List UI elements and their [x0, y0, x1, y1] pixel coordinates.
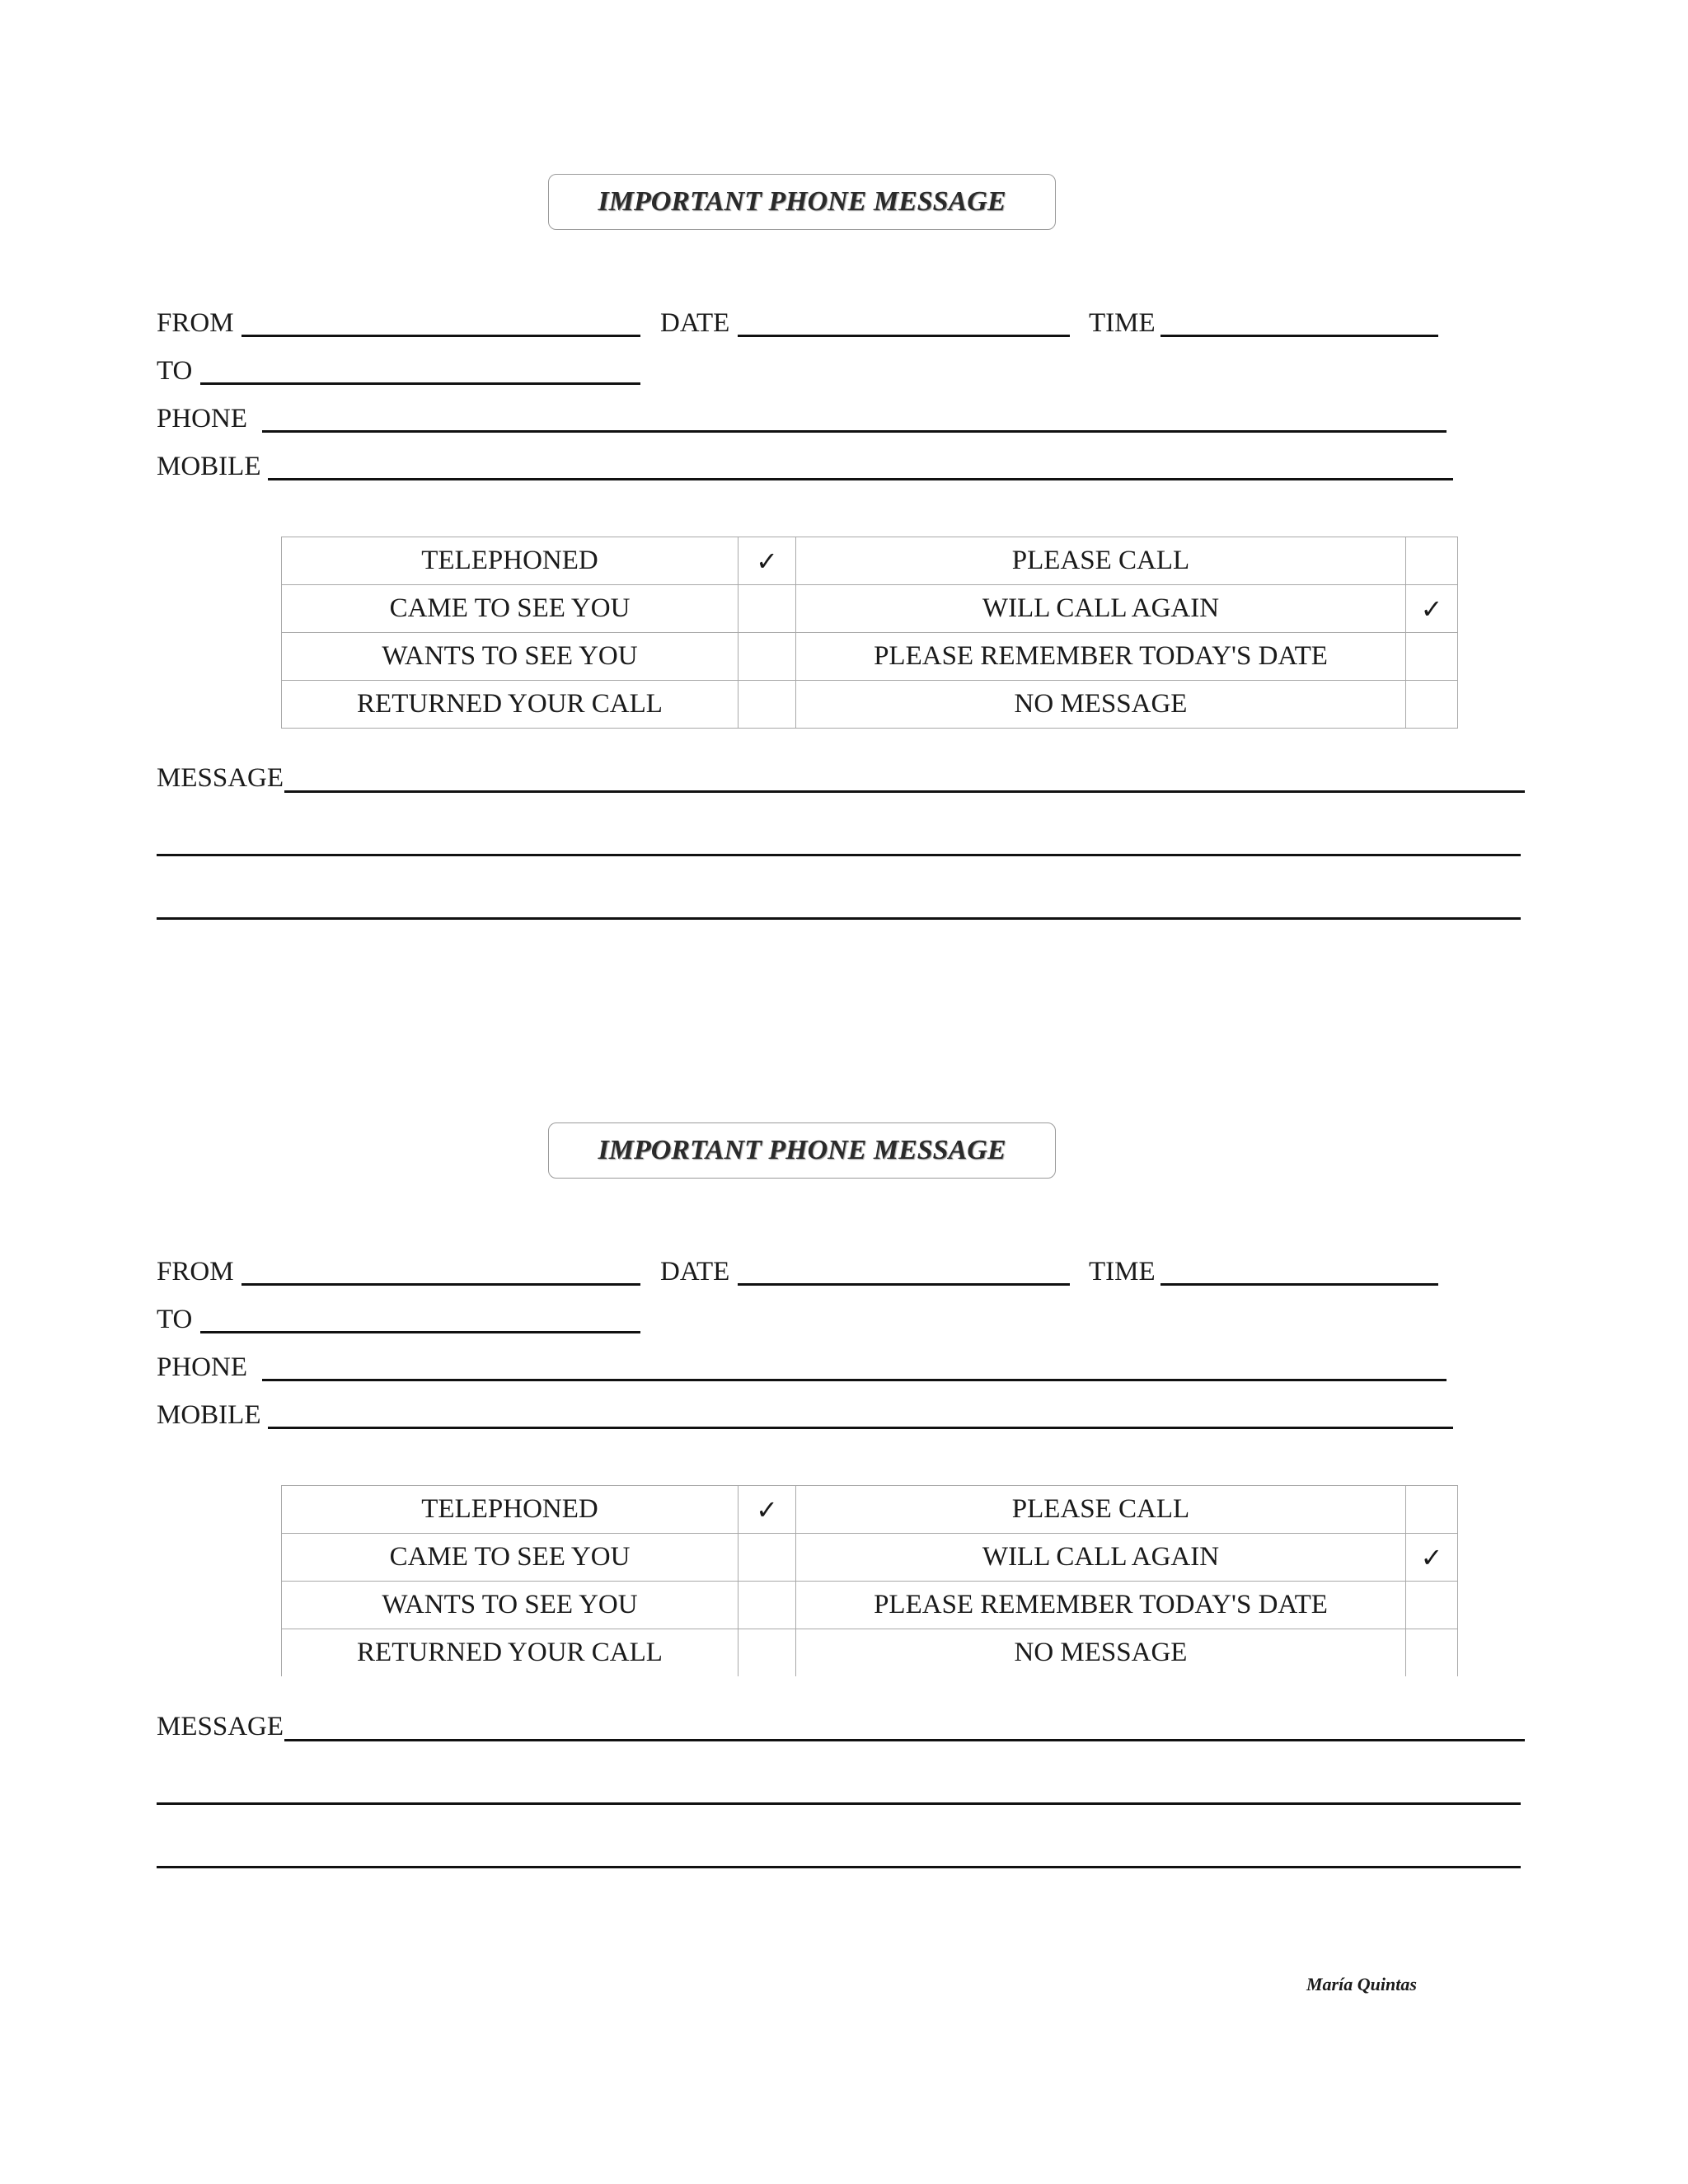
checkbox-no-message[interactable] [1406, 1629, 1458, 1677]
checkbox-returned-your-call[interactable] [738, 681, 796, 729]
option-will-call-again: WILL CALL AGAIN [796, 585, 1406, 633]
checkbox-please-call[interactable] [1406, 537, 1458, 585]
call-status-table [281, 1485, 1458, 1676]
table-row [282, 681, 1458, 729]
message-field-line-2[interactable] [157, 1802, 1521, 1805]
checkbox-remember-date[interactable] [1406, 1582, 1458, 1629]
time-field[interactable] [1160, 1283, 1438, 1286]
table-row [282, 1582, 1458, 1629]
checkbox-will-call-again[interactable]: ✓ [1406, 585, 1458, 633]
option-will-call-again: WILL CALL AGAIN [796, 1534, 1406, 1582]
time-label: TIME [1089, 1257, 1156, 1286]
to-label: TO [157, 356, 193, 386]
message-field-line-3[interactable] [157, 1866, 1521, 1868]
option-returned-your-call: RETURNED YOUR CALL [282, 681, 738, 729]
message-field-line-1[interactable] [284, 790, 1525, 793]
option-wants-to-see-you: WANTS TO SEE YOU [282, 1582, 738, 1629]
form-title-box [548, 174, 1056, 230]
table-row [282, 537, 1458, 585]
phone-field[interactable] [262, 430, 1447, 433]
author-signature: María Quintas [1306, 1974, 1417, 1994]
option-came-to-see-you: CAME TO SEE YOU [282, 1534, 738, 1582]
from-field[interactable] [241, 1283, 640, 1286]
to-label: TO [157, 1305, 193, 1334]
option-wants-to-see-you: WANTS TO SEE YOU [282, 633, 738, 681]
table-row [282, 585, 1458, 633]
from-label: FROM [157, 308, 234, 338]
date-label: DATE [660, 1257, 730, 1286]
checkbox-telephoned[interactable]: ✓ [738, 537, 796, 585]
checkbox-will-call-again[interactable]: ✓ [1406, 1534, 1458, 1582]
checkbox-wants-to-see-you[interactable] [738, 633, 796, 681]
to-field[interactable] [200, 382, 640, 385]
checkbox-returned-your-call[interactable] [738, 1629, 796, 1677]
table-row [282, 633, 1458, 681]
time-label: TIME [1089, 308, 1156, 338]
table-row [282, 1486, 1458, 1534]
phone-field[interactable] [262, 1379, 1447, 1381]
from-label: FROM [157, 1257, 234, 1286]
date-field[interactable] [738, 335, 1070, 337]
option-remember-date: PLEASE REMEMBER TODAY'S DATE [796, 1582, 1406, 1629]
option-returned-your-call: RETURNED YOUR CALL [282, 1629, 738, 1677]
message-field-line-2[interactable] [157, 854, 1521, 856]
phone-label: PHONE [157, 404, 248, 434]
from-field[interactable] [241, 335, 640, 337]
date-label: DATE [660, 308, 730, 338]
phone-message-form-1 [0, 0, 1688, 948]
message-label: MESSAGE [157, 1712, 284, 1741]
mobile-field[interactable] [268, 478, 1453, 480]
form-title: IMPORTANT PHONE MESSAGE [598, 1135, 1006, 1165]
checkbox-remember-date[interactable] [1406, 633, 1458, 681]
message-label: MESSAGE [157, 763, 284, 793]
table-row [282, 1629, 1458, 1677]
option-please-call: PLEASE CALL [796, 1486, 1406, 1534]
mobile-label: MOBILE [157, 452, 261, 481]
message-field-line-3[interactable] [157, 917, 1521, 920]
option-please-call: PLEASE CALL [796, 537, 1406, 585]
checkbox-wants-to-see-you[interactable] [738, 1582, 796, 1629]
checkbox-came-to-see-you[interactable] [738, 1534, 796, 1582]
checkbox-telephoned[interactable]: ✓ [738, 1486, 796, 1534]
form-title: IMPORTANT PHONE MESSAGE [598, 186, 1006, 217]
option-came-to-see-you: CAME TO SEE YOU [282, 585, 738, 633]
phone-message-form-2 [0, 949, 1688, 1896]
option-remember-date: PLEASE REMEMBER TODAY'S DATE [796, 633, 1406, 681]
time-field[interactable] [1160, 335, 1438, 337]
table-row [282, 1534, 1458, 1582]
option-no-message: NO MESSAGE [796, 1629, 1406, 1677]
mobile-label: MOBILE [157, 1400, 261, 1430]
form-title-box [548, 1122, 1056, 1179]
message-field-line-1[interactable] [284, 1739, 1525, 1741]
checkbox-came-to-see-you[interactable] [738, 585, 796, 633]
mobile-field[interactable] [268, 1427, 1453, 1429]
phone-label: PHONE [157, 1352, 248, 1382]
option-telephoned: TELEPHONED [282, 537, 738, 585]
date-field[interactable] [738, 1283, 1070, 1286]
to-field[interactable] [200, 1331, 640, 1333]
call-status-table [281, 537, 1458, 729]
option-no-message: NO MESSAGE [796, 681, 1406, 729]
checkbox-no-message[interactable] [1406, 681, 1458, 729]
checkbox-please-call[interactable] [1406, 1486, 1458, 1534]
option-telephoned: TELEPHONED [282, 1486, 738, 1534]
